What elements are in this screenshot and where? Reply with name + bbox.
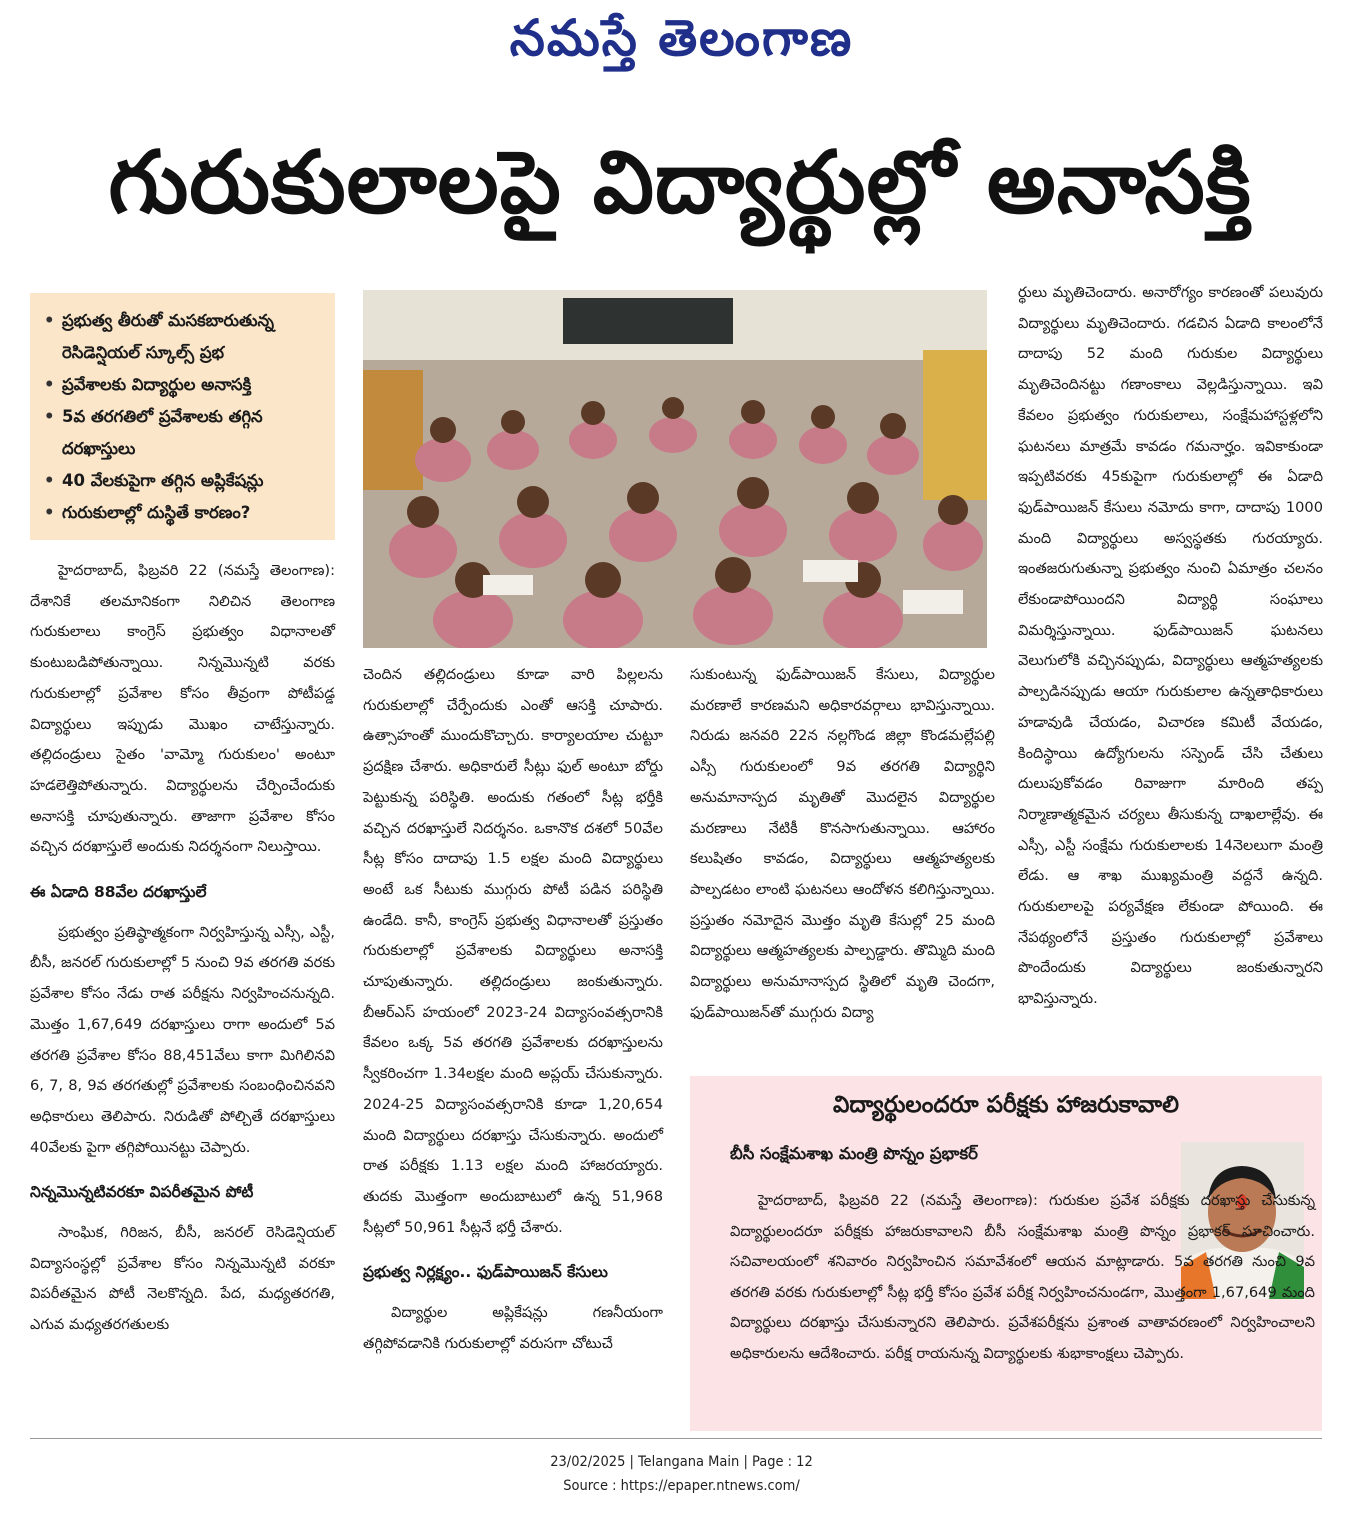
footer-date-edition: 23/02/2025 | Telangana Main | Page : 12 xyxy=(550,1454,813,1470)
article-column-3 xyxy=(690,660,995,1028)
highlight-item: • ప్రభుత్వ తీరుతో మసకబారుతున్న రెసిడెన్షియల్ స్కూల్స్ ప్రభ xyxy=(44,305,325,369)
box-body xyxy=(730,1186,1315,1370)
footer-source: Source : https://epaper.ntnews.com/ xyxy=(563,1478,800,1494)
masthead: నమస్తే తెలంగాణ xyxy=(509,8,854,67)
highlight-item: • గురుకులాల్లో దుస్థితే కారణం? xyxy=(44,497,325,529)
highlight-item: • 5వ తరగతిలో ప్రవేశాలకు తగ్గిన దరఖాస్తులు xyxy=(44,401,325,465)
paragraph: విద్యార్థుల అప్లికేషన్లు గణనీయంగా తగ్గిపోవడానికి గురుకులాల్లో వరుసగా చోటుచే xyxy=(363,1304,663,1352)
classroom-photo-illustration xyxy=(363,290,987,648)
paragraph: సాంఘిక, గిరిజన, బీసీ, జనరల్ రెసిడెన్షియల్ విద్యాసంస్థల్లో ప్రవేశాల కోసం నిన్నమొన్నటి వరకూ విపరీతమైన పోటీ నెలకొన్నది. పేద, మధ్యతరగతి, ఎగువ మధ్యతరగతులకు xyxy=(30,1224,335,1334)
headline: గురుకులాలపై విద్యార్థుల్లో అనాసక్తి xyxy=(108,133,1252,233)
paragraph: ర్థులు మృతిచెందారు. అనారోగ్యం కారణంతో పలువురు విద్యార్థులు మృతిచెందారు. గడచిన ఏడాది కాలంలోనే దాదాపు 52 మంది గురుకుల విద్యార్థులు మృతిచెందినట్టు గణాంకాలు వెల్లడిస్తున్నాయి. ఇవి కేవలం ప్రభుత్వం గురుకులాలు, సంక్షేమహాస్టళ్లలోని ఘటనలు మాత్రమే కావడం గమనార్హం. ఇవికాకుండా ఇప్పటివరకు 45కుపైగా గురుకులాల్లో ఈ ఏడాది ఫుడ్‌పాయిజన్ కేసులు నమోదు కాగా, దాదాపు 1000 మంది విద్యార్థులు అస్వస్థతకు గురయ్యారు. ఇంతజరుగుతున్నా ప్రభుత్వం నుంచి ఏమాత్రం చలనం లేకుండాపోయిందని విద్యార్థి సంఘాలు విమర్శిస్తున్నాయి. ఫుడ్‌పాయిజన్ ఘటనలు వెలుగులోకి వచ్చినప్పుడు, విద్యార్థులు ఆత్మహత్యలకు పాల్పడినప్పుడు ఆయా గురుకులాల ఉన్నతాధికారులు హడావుడి చేయడం, విచారణ కమిటీ వేయడం, కిందిస్థాయి ఉద్యోగులను సస్పెండ్ చేసి చేతులు దులుపుకోవడం రివాజుగా మారింది తప్ప నిర్మాణాత్మకమైన చర్యలు తీసుకున్న దాఖలాల్లేవు. ఈ ఎస్సీ, ఎస్టీ సంక్షేమ గురుకులాలకు 14నెలలుగా మంత్రి లేడు. ఆ శాఖ ముఖ్యమంత్రి వద్దనే ఉన్నది. గురుకులాలపై పర్యవేక్షణ లేకుండా పోయింది. ఈ నేపథ్యంలోనే ప్రస్తుతం గురుకులాల్లో ప్రవేశాలు పొందేందుకు విద్యార్థులు జంకుతున్నారని భావిస్తున్నారు. xyxy=(1018,284,1323,1008)
subheading: ఈ ఏడాది 88వేల దరఖాస్తులే xyxy=(30,883,207,902)
paragraph: సుకుంటున్న ఫుడ్‌పాయిజన్ కేసులు, విద్యార్థుల మరణాలే కారణమని అధికారవర్గాలు భావిస్తున్నాయి. నిరుడు జనవరి 22న నల్లగొండ జిల్లా కొండమల్లేపల్లి ఎస్సీ గురుకులంలో 9వ తరగతి విద్యార్థిని అనుమానాస్పద మృతితో మొదలైన విద్యార్థుల మరణాలు నేటికీ కొనసాగుతున్నాయి. ఆహారం కలుషితం కావడం, విద్యార్థులు ఆత్మహత్యలకు పాల్పడటం లాంటి ఘటనలు ఆందోళన కలిగిస్తున్నాయి. ప్రస్తుతం నమోదైన మొత్తం మృతి కేసుల్లో 25 మంది విద్యార్థులు ఆత్మహత్యలకు పాల్పడ్డారు. తొమ్మిది మంది విద్యార్థులు అనుమానాస్పద స్థితిలో మృతి చెందగా, ఫుడ్‌పాయిజన్‌తో ముగ్గురు విద్యా xyxy=(690,666,995,1021)
article-column-2 xyxy=(363,660,663,1359)
article-column-1 xyxy=(30,556,335,1341)
bullet-icon: • xyxy=(44,375,55,394)
highlights-box xyxy=(30,293,335,540)
box-subtitle: బీసీ సంక్షేమశాఖ మంత్రి పొన్నం ప్రభాకర్ xyxy=(730,1144,978,1163)
subheading: నిన్నమొన్నటివరకూ విపరీతమైన పోటీ xyxy=(30,1183,254,1202)
paragraph: ప్రభుత్వం ప్రతిష్ఠాత్మకంగా నిర్వహిస్తున్న ఎస్సీ, ఎస్టీ, బీసీ, జనరల్ గురుకులాల్లో 5 నుంచి 9వ తరగతి వరకు ప్రవేశాల కోసం నేడు రాత పరీక్షను నిర్వహించనున్నది. మొత్తం 1,67,649 దరఖాస్తులు రాగా అందులో 5వ తరగతి ప్రవేశాల కోసం 88,451వేలు కాగా మిగిలినవి 6, 7, 8, 9వ తరగతుల్లో ప్రవేశాలకు సంబంధించినవని అధికారులు తెలిపారు. నిరుడితో పోల్చితే దరఖాస్తులు 40వేలకు పైగా తగ్గిపోయినట్టు చెప్పారు. xyxy=(30,923,335,1156)
highlight-item: • ప్రవేశాలకు విద్యార్థుల అనాసక్తి xyxy=(44,369,325,401)
bullet-icon: • xyxy=(44,503,55,522)
footer-divider xyxy=(30,1438,1322,1439)
paragraph: చెందిన తల్లిదండ్రులు కూడా వారి పిల్లలను గురుకులాల్లో చేర్పేందుకు ఎంతో ఆసక్తి చూపారు. ఉత్సాహంతో ముందుకొచ్చారు. కార్యాలయాల చుట్టూ ప్రదక్షిణ చేశారు. అధికారులే సీట్లు ఫుల్ అంటూ బోర్డు పెట్టుకున్న పరిస్థితి. అందుకు గతంలో సీట్ల భర్తీకి వచ్చిన దరఖాస్తులే నిదర్శనం. ఒకానొక దశలో 50వేల సీట్ల కోసం దాదాపు 1.5 లక్షల మంది విద్యార్థులు అంటే ఒక సీటుకు ముగ్గురు పోటీ పడిన పరిస్థితి ఉండేది. కానీ, కాంగ్రెస్ ప్రభుత్వ విధానాలతో ప్రస్తుతం గురుకులాల్లో ప్రవేశాలకు విద్యార్థులు అనాసక్తి చూపుతున్నారు. తల్లిదండ్రులు జంకుతున్నారు. బీఆర్ఎస్ హయంలో 2023-24 విద్యాసంవత్సరానికి కేవలం ఒక్క 5వ తరగతి ప్రవేశాలకు దరఖాస్తులను స్వీకరించగా 1.34లక్షల మంది అప్లయ్ చేసుకున్నారు. 2024-25 విద్యాసంవత్సరానికి కూడా 1,20,654 మంది విద్యార్థులు దరఖాస్తు చేసుకున్నారు. అందులో రాత పరీక్షకు 1.13 లక్షల మంది హాజరయ్యారు. తుదకు మొత్తంగా అందుబాటులో ఉన్న 51,968 సీట్లలో 50,961 సీట్లనే భర్తీ చేశారు. xyxy=(363,666,663,1236)
article-column-4 xyxy=(1018,278,1323,1015)
classroom-photo xyxy=(363,290,987,648)
box-title: విద్యార్థులందరూ పరీక్షకు హాజరుకావాలి xyxy=(833,1092,1179,1118)
paragraph: హైదరాబాద్, ఫిబ్రవరి 22 (నమస్తే తెలంగాణ): దేశానికే తలమానికంగా నిలిచిన తెలంగాణ గురుకులాలు కాంగ్రెస్ ప్రభుత్వం విధానాలతో కుంటుబడిపోతున్నాయి. నిన్నమొన్నటి వరకు గురుకులాల్లో ప్రవేశాల కోసం తీవ్రంగా పోటీపడ్డ విద్యార్థులు ఇప్పుడు మొఖం చాటేస్తున్నారు. తల్లిదండ్రులు సైతం 'వామ్మో గురుకులం' అంటూ హడలెత్తిపోతున్నారు. విద్యార్థులను చేర్పించేందుకు అనాసక్తి చూపుతున్నారు. తాజాగా ప్రవేశాల కోసం వచ్చిన దరఖాస్తులే అందుకు నిదర్శనంగా నిలుస్తాయి. xyxy=(30,562,335,856)
bullet-icon: • xyxy=(44,311,55,330)
highlight-item: • 40 వేలకుపైగా తగ్గిన అప్లికేషన్లు xyxy=(44,465,325,497)
subheading: ప్రభుత్వ నిర్లక్ష్యం.. ఫుడ్‌పాయిజన్ కేసులు xyxy=(363,1263,608,1282)
paragraph: హైదరాబాద్, ఫిబ్రవరి 22 (నమస్తే తెలంగాణ): గురుకుల ప్రవేశ పరీక్షకు దరఖాస్తు చేసుకున్న విద్యార్థులందరూ పరీక్షకు హాజరుకావాలని బీసీ సంక్షేమశాఖ మంత్రి పొన్నం ప్రభాకర్ సూచించారు. సచివాలయంలో శనివారం నిర్వహించిన సమావేశంలో ఆయన మాట్లాడారు. 5వ తరగతి నుంచి 9వ తరగతి వరకు గురుకులాల్లో సీట్ల భర్తీ కోసం ప్రవేశ పరీక్ష నిర్వహించనుండగా, మొత్తంగా 1,67,649 మంది విద్యార్థులు దరఖాస్తు చేసుకున్నారని తెలిపారు. ప్రవేశపరీక్షను ప్రశాంత వాతావరణంలో నిర్వహించాలని అధికారులను ఆదేశించారు. పరీక్ష రాయనున్న విద్యార్థులకు శుభాకాంక్షలు చెప్పారు. xyxy=(730,1192,1315,1362)
bullet-icon: • xyxy=(44,471,55,490)
bullet-icon: • xyxy=(44,407,55,426)
